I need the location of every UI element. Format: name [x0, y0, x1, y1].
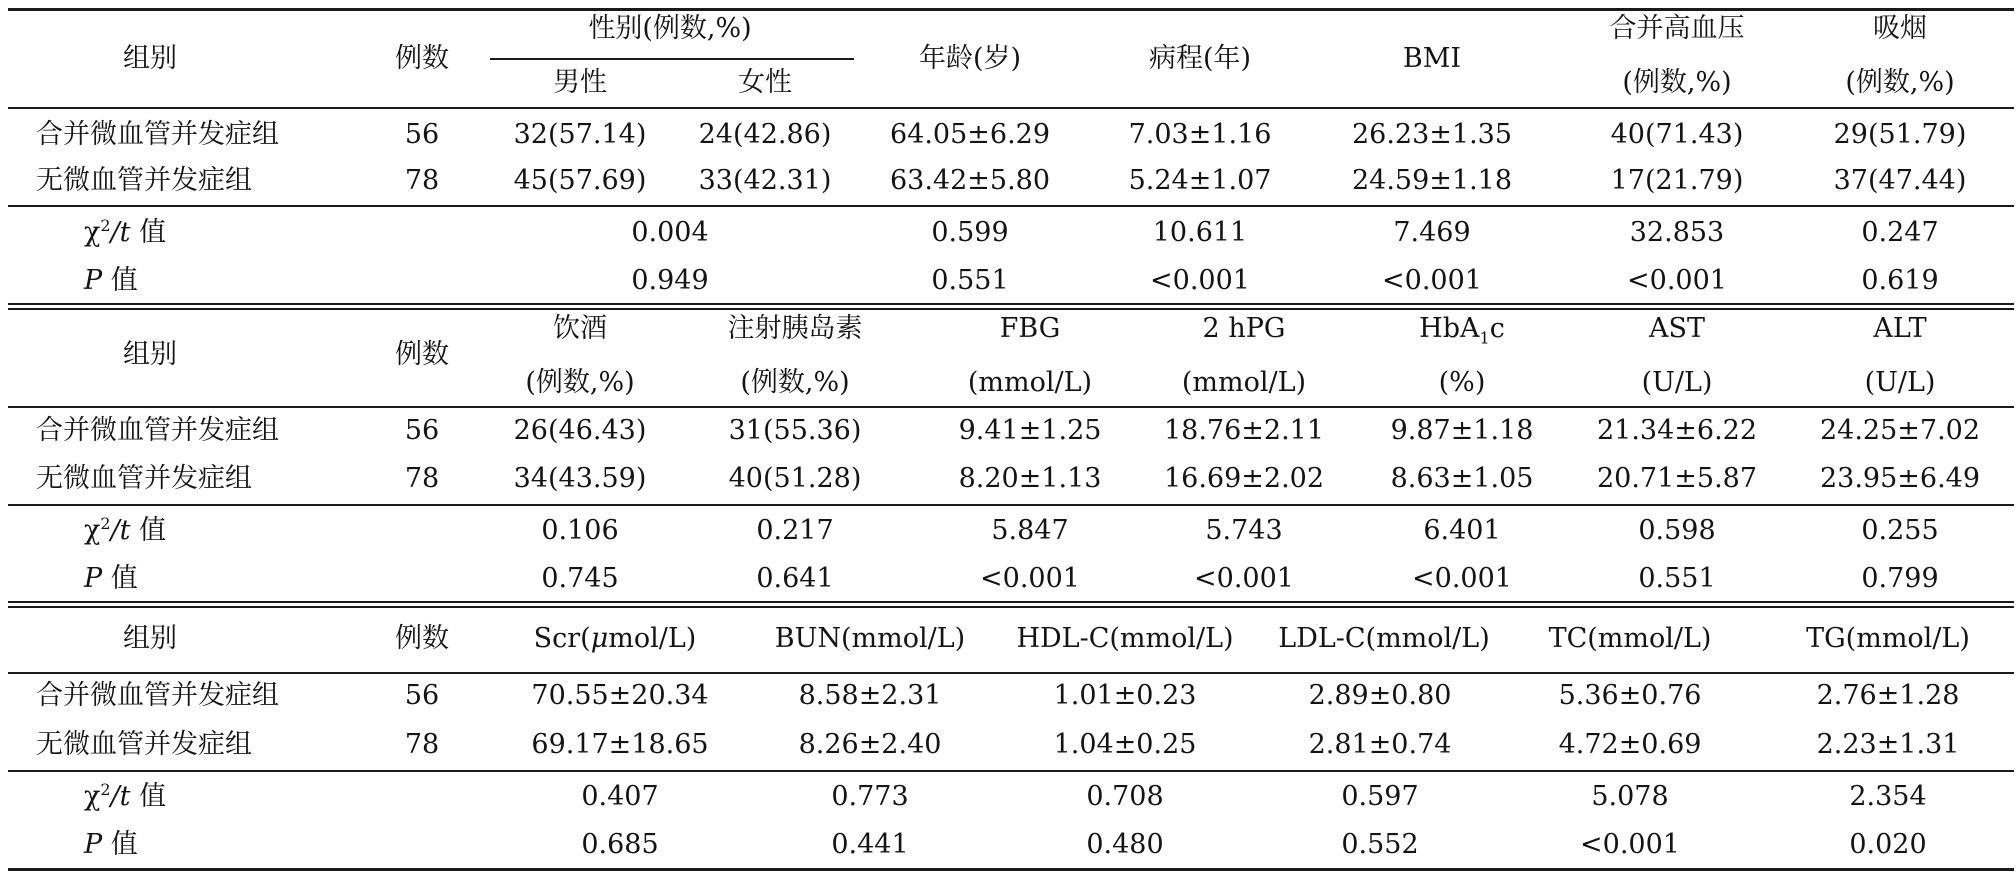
cell-value: 40(71.43): [1610, 119, 1744, 150]
cell-value: 17(21.79): [1610, 165, 1744, 196]
section-divider: [8, 308, 2014, 310]
cell-value: 33(42.31): [698, 165, 832, 196]
cell-value: 40(51.28): [728, 463, 862, 494]
header-ast: AST: [1648, 313, 1706, 344]
sex-subrule: [490, 58, 854, 60]
cell-value: 37(47.44): [1833, 165, 1967, 196]
section-divider: [8, 601, 2014, 603]
header-rule: [8, 672, 2014, 674]
cell-value: 1.01±0.23: [1053, 680, 1197, 711]
stat-value: 5.743: [1205, 515, 1283, 546]
stat-chi-label: $\chi^2/t$ 值: [84, 780, 167, 812]
stat-value: 0.949: [631, 265, 709, 296]
cell-value: 21.34±6.22: [1596, 415, 1758, 446]
cell-value: 7.03±1.16: [1128, 119, 1272, 150]
stat-value: 0.745: [541, 563, 619, 594]
stat-value: 32.853: [1629, 217, 1725, 248]
row-group-name: 无微血管并发症组: [36, 165, 252, 196]
stat-value: 5.078: [1591, 781, 1669, 812]
header-smoking: 吸烟: [1873, 13, 1927, 44]
stat-value: 0.255: [1861, 515, 1939, 546]
header-age: 年龄(岁): [918, 43, 1022, 74]
header-bun: BUN(mmol/L): [774, 623, 966, 654]
stat-value: 0.799: [1861, 563, 1939, 594]
stat-chi-label: $\chi^2/t$ 值: [84, 514, 167, 546]
header-count: 例数: [395, 339, 449, 370]
row-count: 78: [404, 463, 440, 494]
header-hba1c: HbA$_1$c: [1419, 313, 1505, 348]
cell-value: 2.81±0.74: [1308, 729, 1452, 760]
stat-value: <0.001: [980, 563, 1080, 594]
header-insulin: 注射胰岛素: [727, 313, 863, 344]
stat-value: 0.773: [831, 781, 909, 812]
cell-value: 24.59±1.18: [1351, 165, 1513, 196]
stat-value: 6.401: [1423, 515, 1501, 546]
row-group-name: 无微血管并发症组: [36, 729, 252, 760]
header-smoking-unit: (例数,%): [1845, 67, 1955, 98]
stat-p-label: P 值: [84, 563, 138, 594]
cell-value: 8.20±1.13: [958, 463, 1102, 494]
stat-value: 0.597: [1341, 781, 1419, 812]
header-male: 男性: [553, 67, 607, 98]
header-group: 组别: [123, 623, 177, 654]
header-group: 组别: [123, 339, 177, 370]
header-fbg-unit: (mmol/L): [967, 367, 1093, 398]
stat-value: 2.354: [1849, 781, 1927, 812]
header-alt-unit: (U/L): [1864, 367, 1936, 398]
cell-value: 20.71±5.87: [1596, 463, 1758, 494]
header-drinking-unit: (例数,%): [525, 367, 635, 398]
header-hba1c-unit: (%): [1438, 367, 1486, 398]
stat-value: 10.611: [1152, 217, 1248, 248]
header-scr: Scr(μmol/L): [533, 623, 697, 654]
stat-value: <0.001: [1194, 563, 1294, 594]
header-insulin-unit: (例数,%): [740, 367, 850, 398]
stat-p-label: P 值: [84, 829, 138, 860]
header-sex: 性别(例数,%): [588, 13, 752, 44]
section-divider: [8, 606, 2014, 608]
row-count: 56: [404, 119, 440, 150]
cell-value: 2.23±1.31: [1816, 729, 1960, 760]
stat-value: 0.619: [1861, 265, 1939, 296]
stat-value: 7.469: [1393, 217, 1471, 248]
section-divider: [8, 303, 2014, 305]
header-2hpg-unit: (mmol/L): [1181, 367, 1307, 398]
row-group-name: 合并微血管并发症组: [36, 119, 279, 150]
stat-value: 0.441: [831, 829, 909, 860]
cell-value: 29(51.79): [1833, 119, 1967, 150]
row-group-name: 合并微血管并发症组: [36, 415, 279, 446]
header-female: 女性: [738, 67, 792, 98]
cell-value: 64.05±6.29: [889, 119, 1051, 150]
header-2hpg: 2 hPG: [1202, 313, 1286, 344]
header-course: 病程(年): [1148, 43, 1252, 74]
cell-value: 5.36±0.76: [1558, 680, 1702, 711]
body-rule: [8, 770, 2014, 772]
stat-value: 0.551: [931, 265, 1009, 296]
body-rule: [8, 504, 2014, 506]
cell-value: 1.04±0.25: [1053, 729, 1197, 760]
header-ldl: LDL-C(mmol/L): [1278, 623, 1490, 654]
header-rule: [8, 107, 2014, 109]
cell-value: 70.55±20.34: [531, 680, 709, 711]
row-group-name: 合并微血管并发症组: [36, 680, 279, 711]
stat-value: 0.599: [931, 217, 1009, 248]
cell-value: 45(57.69): [513, 165, 647, 196]
stat-value: 0.551: [1638, 563, 1716, 594]
cell-value: 9.87±1.18: [1390, 415, 1534, 446]
top-rule: [8, 8, 2014, 11]
stat-p-label: P 值: [84, 265, 138, 296]
cell-value: 8.58±2.31: [798, 680, 942, 711]
cell-value: 4.72±0.69: [1558, 729, 1702, 760]
cell-value: 32(57.14): [513, 119, 647, 150]
header-count: 例数: [395, 43, 449, 74]
header-fbg: FBG: [999, 313, 1061, 344]
cell-value: 9.41±1.25: [958, 415, 1102, 446]
header-drinking: 饮酒: [553, 313, 607, 344]
header-group: 组别: [123, 43, 177, 74]
header-tg: TG(mmol/L): [1806, 623, 1970, 654]
header-hdl: HDL-C(mmol/L): [1016, 623, 1234, 654]
header-ast-unit: (U/L): [1641, 367, 1713, 398]
stat-value: <0.001: [1627, 265, 1727, 296]
stat-chi-label: $\chi^2/t$ 值: [84, 216, 167, 248]
stat-value: 5.847: [991, 515, 1069, 546]
cell-value: 18.76±2.11: [1163, 415, 1325, 446]
stat-value: 0.480: [1086, 829, 1164, 860]
cell-value: 31(55.36): [728, 415, 862, 446]
bottom-rule: [8, 868, 2014, 871]
cell-value: 26.23±1.35: [1351, 119, 1513, 150]
cell-value: 24(42.86): [698, 119, 832, 150]
stat-value: 0.020: [1849, 829, 1927, 860]
cell-value: 69.17±18.65: [531, 729, 709, 760]
row-count: 56: [404, 415, 440, 446]
cell-value: 34(43.59): [513, 463, 647, 494]
stat-value: 0.004: [631, 217, 709, 248]
stat-value: 0.641: [756, 563, 834, 594]
stat-value: <0.001: [1150, 265, 1250, 296]
stat-value: <0.001: [1382, 265, 1482, 296]
cell-value: 8.26±2.40: [798, 729, 942, 760]
header-bmi: BMI: [1402, 43, 1462, 74]
stat-value: 0.708: [1086, 781, 1164, 812]
row-count: 78: [404, 729, 440, 760]
cell-value: 2.76±1.28: [1816, 680, 1960, 711]
cell-value: 16.69±2.02: [1163, 463, 1325, 494]
cell-value: 26(46.43): [513, 415, 647, 446]
stat-value: 0.106: [541, 515, 619, 546]
cell-value: 63.42±5.80: [889, 165, 1051, 196]
header-rule: [8, 406, 2014, 408]
stat-value: 0.598: [1638, 515, 1716, 546]
cell-value: 24.25±7.02: [1819, 415, 1981, 446]
header-count: 例数: [395, 623, 449, 654]
cell-value: 8.63±1.05: [1390, 463, 1534, 494]
stat-value: 0.685: [581, 829, 659, 860]
row-count: 78: [404, 165, 440, 196]
stat-value: <0.001: [1412, 563, 1512, 594]
stat-value: 0.407: [581, 781, 659, 812]
row-group-name: 无微血管并发症组: [36, 463, 252, 494]
body-rule: [8, 205, 2014, 207]
stat-value: 0.247: [1861, 217, 1939, 248]
stat-value: 0.552: [1341, 829, 1419, 860]
cell-value: 5.24±1.07: [1128, 165, 1272, 196]
header-hypertension-unit: (例数,%): [1622, 67, 1732, 98]
row-count: 56: [404, 680, 440, 711]
stat-value: 0.217: [756, 515, 834, 546]
cell-value: 23.95±6.49: [1819, 463, 1981, 494]
header-alt: ALT: [1873, 313, 1927, 344]
header-tc: TC(mmol/L): [1548, 623, 1712, 654]
header-hypertension: 合并高血压: [1609, 13, 1745, 44]
cell-value: 2.89±0.80: [1308, 680, 1452, 711]
stat-value: <0.001: [1580, 829, 1680, 860]
